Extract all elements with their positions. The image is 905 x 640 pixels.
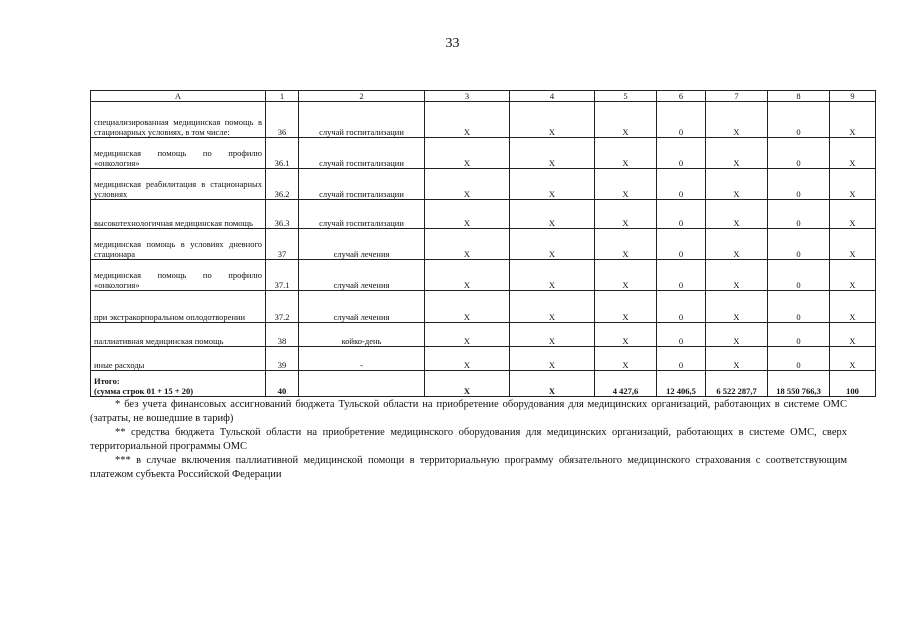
table-row [91,169,876,200]
total-formula: (сумма строк 01 + 15 + 20) [94,386,194,396]
row-value-cell: Х [706,138,768,169]
row-value-cell: Х [425,323,510,347]
row-value-cell: 0 [768,102,830,138]
row-value-cell: Х [510,102,595,138]
row-code-cell: 39 [266,347,299,371]
row-unit-cell: случай лечения [299,260,425,291]
header-row [91,91,876,102]
row-name-cell: специализированная медицинская помощь в стационарных условиях, в том числе: [91,102,266,138]
total-value-cell: 100 [830,371,876,397]
table-row [91,347,876,371]
row-value-cell: Х [706,323,768,347]
column-header: 6 [657,91,706,102]
column-header: 1 [266,91,299,102]
row-value-cell: Х [425,169,510,200]
row-name-cell: медицинская помощь по профилю «онкология» [91,260,266,291]
row-value-cell: Х [706,260,768,291]
footnote: ** средства бюджета Тульской области на приобретение медицинского оборудования для медицинских организаций, работающих в системе ОМС, сверх территориальной программы ОМС [90,427,847,452]
row-value-cell: Х [595,229,657,260]
row-value-cell: 0 [768,169,830,200]
row-value-cell: Х [510,291,595,323]
row-code-cell: 36.3 [266,200,299,229]
row-value-cell: 0 [768,323,830,347]
row-value-cell: Х [595,347,657,371]
row-code-cell: 37 [266,229,299,260]
total-label: Итого: [94,376,120,386]
column-header: 2 [299,91,425,102]
row-value-cell: Х [425,347,510,371]
table-row [91,323,876,347]
row-name-cell: иные расходы [91,347,266,371]
row-value-cell: Х [595,169,657,200]
footnote: *** в случае включения паллиативной медицинской помощи в территориальную программу обязательного медицинского страхования с соответствующим платежом субъекта Российской Федерации [90,455,847,480]
column-header: 9 [830,91,876,102]
row-value-cell: Х [425,138,510,169]
column-header: 4 [510,91,595,102]
total-value-cell: 4 427,6 [595,371,657,397]
row-value-cell: Х [830,260,876,291]
column-header: 3 [425,91,510,102]
table-row [91,138,876,169]
total-code-cell: 40 [266,371,299,397]
table-row [91,200,876,229]
row-value-cell: Х [830,323,876,347]
row-code-cell: 36.2 [266,169,299,200]
row-value-cell: Х [595,138,657,169]
total-value-cell: 18 550 766,3 [768,371,830,397]
row-value-cell: Х [595,291,657,323]
row-value-cell: 0 [657,229,706,260]
row-value-cell: Х [830,291,876,323]
data-table [90,90,876,397]
row-value-cell: Х [425,102,510,138]
row-unit-cell: случай лечения [299,229,425,260]
row-value-cell: Х [706,291,768,323]
row-code-cell: 36 [266,102,299,138]
row-unit-cell: случай госпитализации [299,200,425,229]
row-value-cell: 0 [657,200,706,229]
row-code-cell: 36.1 [266,138,299,169]
row-value-cell: 0 [657,323,706,347]
row-value-cell: Х [830,200,876,229]
row-unit-cell: случай лечения [299,291,425,323]
table-row [91,291,876,323]
row-code-cell: 37.1 [266,260,299,291]
row-value-cell: Х [706,102,768,138]
row-value-cell: 0 [657,347,706,371]
row-value-cell: Х [510,347,595,371]
row-code-cell: 38 [266,323,299,347]
row-name-cell: при экстракорпоральном оплодотворении [91,291,266,323]
row-value-cell: Х [595,260,657,291]
row-value-cell: 0 [768,229,830,260]
total-value-cell: Х [425,371,510,397]
total-value-cell: 6 522 287,7 [706,371,768,397]
table-row [91,229,876,260]
row-value-cell: 0 [657,291,706,323]
row-value-cell: Х [510,260,595,291]
row-value-cell: Х [706,347,768,371]
total-row [91,371,876,397]
row-value-cell: 0 [768,291,830,323]
total-unit-cell [299,371,425,397]
total-value-cell: Х [510,371,595,397]
row-value-cell: 0 [768,347,830,371]
table-row [91,102,876,138]
row-value-cell: Х [830,347,876,371]
column-header: 8 [768,91,830,102]
row-unit-cell: случай госпитализации [299,138,425,169]
row-value-cell: Х [425,200,510,229]
row-value-cell: Х [830,138,876,169]
row-value-cell: Х [595,323,657,347]
row-value-cell: Х [425,229,510,260]
page-number: 33 [445,36,460,51]
row-value-cell: 0 [768,200,830,229]
row-value-cell: Х [510,229,595,260]
row-value-cell: Х [595,200,657,229]
column-header: 7 [706,91,768,102]
table-body [91,102,876,397]
row-value-cell: 0 [657,138,706,169]
row-name-cell: медицинская помощь по профилю «онкология» [91,138,266,169]
row-code-cell: 37.2 [266,291,299,323]
footnote: * без учета финансовых ассигнований бюджета Тульской области на приобретение оборудования для медицинских организаций, работающих в системе ОМС (затраты, не вошедшие в тариф) [90,399,847,424]
row-value-cell: Х [425,260,510,291]
row-name-cell: высокотехнологичная медицинская помощь [91,200,266,229]
row-value-cell: Х [706,200,768,229]
total-value-cell: 12 406,5 [657,371,706,397]
row-value-cell: 0 [768,260,830,291]
total-name-cell [91,371,266,397]
row-unit-cell: случай госпитализации [299,102,425,138]
row-unit-cell: - [299,347,425,371]
row-value-cell: 0 [768,138,830,169]
row-value-cell: Х [510,323,595,347]
table-row [91,260,876,291]
row-value-cell: Х [595,102,657,138]
footnotes [90,398,847,482]
row-value-cell: 0 [657,102,706,138]
row-name-cell: медицинская помощь в условиях дневного стационара [91,229,266,260]
row-unit-cell: койко-день [299,323,425,347]
row-name-cell: медицинская реабилитация в стационарных условиях [91,169,266,200]
row-value-cell: Х [706,169,768,200]
row-value-cell: Х [830,229,876,260]
row-value-cell: Х [510,138,595,169]
row-value-cell: 0 [657,260,706,291]
row-value-cell: 0 [657,169,706,200]
row-unit-cell: случай госпитализации [299,169,425,200]
row-value-cell: Х [510,169,595,200]
row-name-cell: паллиативная медицинская помощь [91,323,266,347]
row-value-cell: Х [830,102,876,138]
row-value-cell: Х [706,229,768,260]
row-value-cell: Х [830,169,876,200]
row-value-cell: Х [425,291,510,323]
column-header: А [91,91,266,102]
row-value-cell: Х [510,200,595,229]
column-header: 5 [595,91,657,102]
